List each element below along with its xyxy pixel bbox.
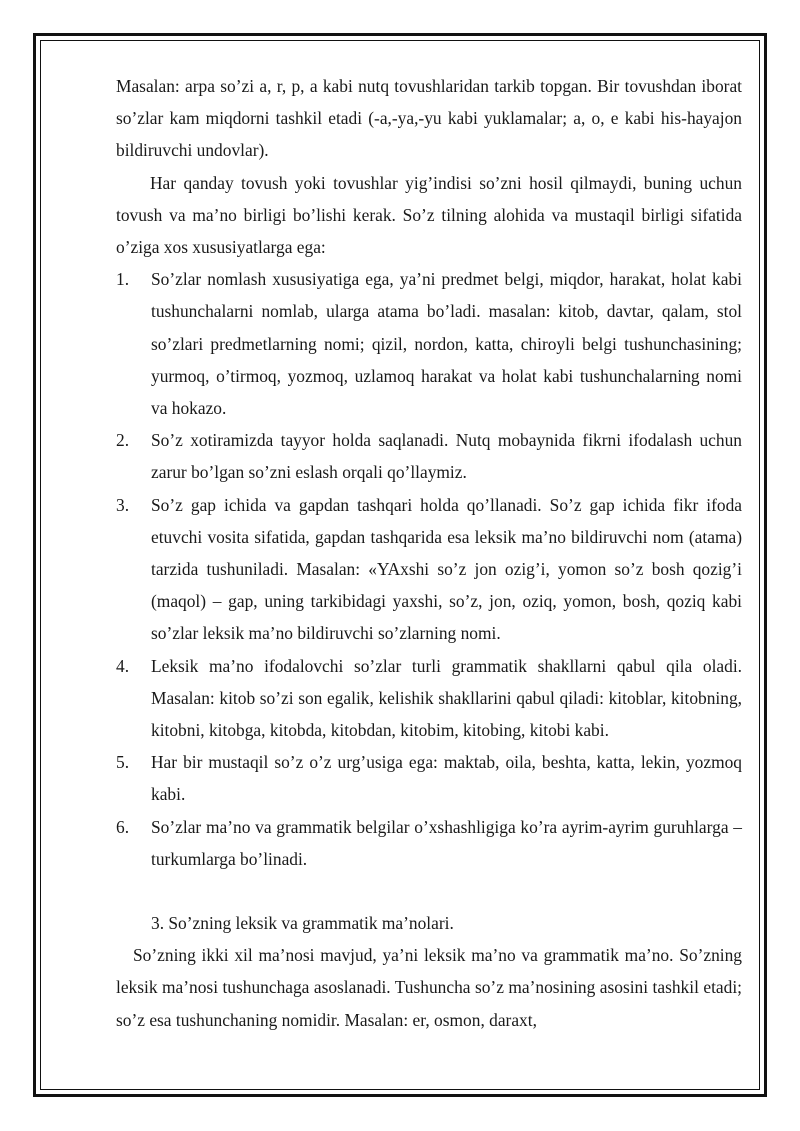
section-spacer xyxy=(116,875,742,907)
list-item-text: So’z gap ichida va gapdan tashqari holda qo’llanadi. So’z gap ichida fikr ifoda etuvchi vosita sifatida, gapdan tashqarida esa leksik ma’no bildiruvchi nom (atama) tarzida tushuniladi. Masalan: «YAxshi so’z jon ozig’i, yomon so’z bosh qozig’i (maqol) – gap, uning tarkibidagi yaxshi, so’z, jon, oziq, yomon, bosh, qoziq kabi so’zlar leksik ma’no bildiruvchi so’zlarning nomi. xyxy=(151,494,742,644)
list-item-number: 2. xyxy=(116,430,130,451)
list-item-text: So’z xotiramizda tayyor holda saqlanadi. Nutq mobaynida fikrni ifodalash uchun zarur bo’lgan so’zni eslash orqali qo’llaymiz. xyxy=(151,430,742,483)
list-item-number: 3. xyxy=(116,494,130,515)
list-item xyxy=(116,746,742,810)
list-item-text: Leksik ma’no ifodalovchi so’zlar turli grammatik shakllarni qabul qila oladi. Masalan: kitob so’zi son egalik, kelishik shakllarini qabul qiladi: kitoblar, kitobning, kitobni, kitobga, kitobda, kitobdan, kitobim, kitobing, kitobi kabi. xyxy=(151,655,742,741)
list-item-text: Har bir mustaqil so’z o’z urg’usiga ega: maktab, oila, beshta, katta, lekin, yozmoq kabi. xyxy=(151,752,742,805)
list-item xyxy=(116,489,742,650)
list-item-text: So’zlar ma’no va grammatik belgilar o’xshashligiga ko’ra ayrim-ayrim guruhlarga –turkumlarga bo’linadi. xyxy=(151,816,742,869)
second-paragraph: Har qanday tovush yoki tovushlar yig’indisi so’zni hosil qilmaydi, buning uchun tovush va ma’no birligi bo’lishi kerak. So’z tilning alohida va mustaqil birligi sifatida o’ziga xos xususiyatlarga ega: xyxy=(116,172,742,258)
list-item xyxy=(116,650,742,747)
section-heading: 3. So’zning leksik va grammatik ma’nolari. xyxy=(151,913,454,934)
list-item xyxy=(116,263,742,424)
document-body xyxy=(116,70,742,1036)
final-paragraph: So’zning ikki xil ma’nosi mavjud, ya’ni leksik ma’no va grammatik ma’no. So’zning leksik ma’nosi tushunchaga asoslanadi. Tushuncha so’z ma’nosining asosini tashkil etadi; so’z esa tushunchaning nomidir. Masalan: er, osmon, daraxt, xyxy=(116,945,742,1030)
list-item-text: So’zlar nomlash xususiyatiga ega, ya’ni predmet belgi, miqdor, harakat, holat kabi tushunchalarni nomlab, ularga atama bo’ladi. masalan: kitob, davtar, qalam, stol so’zlari predmetlarning nomi; qizil, nordon, katta, chiroyli belgi tushunchasining; yurmoq, o’tirmoq, yozmoq, uzlamoq harakat va holat kabi tushunchalarning nomi va hokazo. xyxy=(151,269,742,419)
list-item-number: 1. xyxy=(116,269,130,290)
list-item-number: 5. xyxy=(116,752,130,773)
list-item xyxy=(116,424,742,488)
list-item xyxy=(116,811,742,875)
intro-paragraph: Masalan: arpa so’zi a, r, p, a kabi nutq tovushlaridan tarkib topgan. Bir tovushdan iborat so’zlar kam miqdorni tashkil etadi (-a,-ya,-yu kabi yuklamalar; a, o, e kabi his-hayajon bildiruvchi undovlar). xyxy=(116,76,742,161)
list-item-number: 4. xyxy=(116,655,130,676)
list-item-number: 6. xyxy=(116,816,130,837)
properties-list xyxy=(116,263,742,875)
